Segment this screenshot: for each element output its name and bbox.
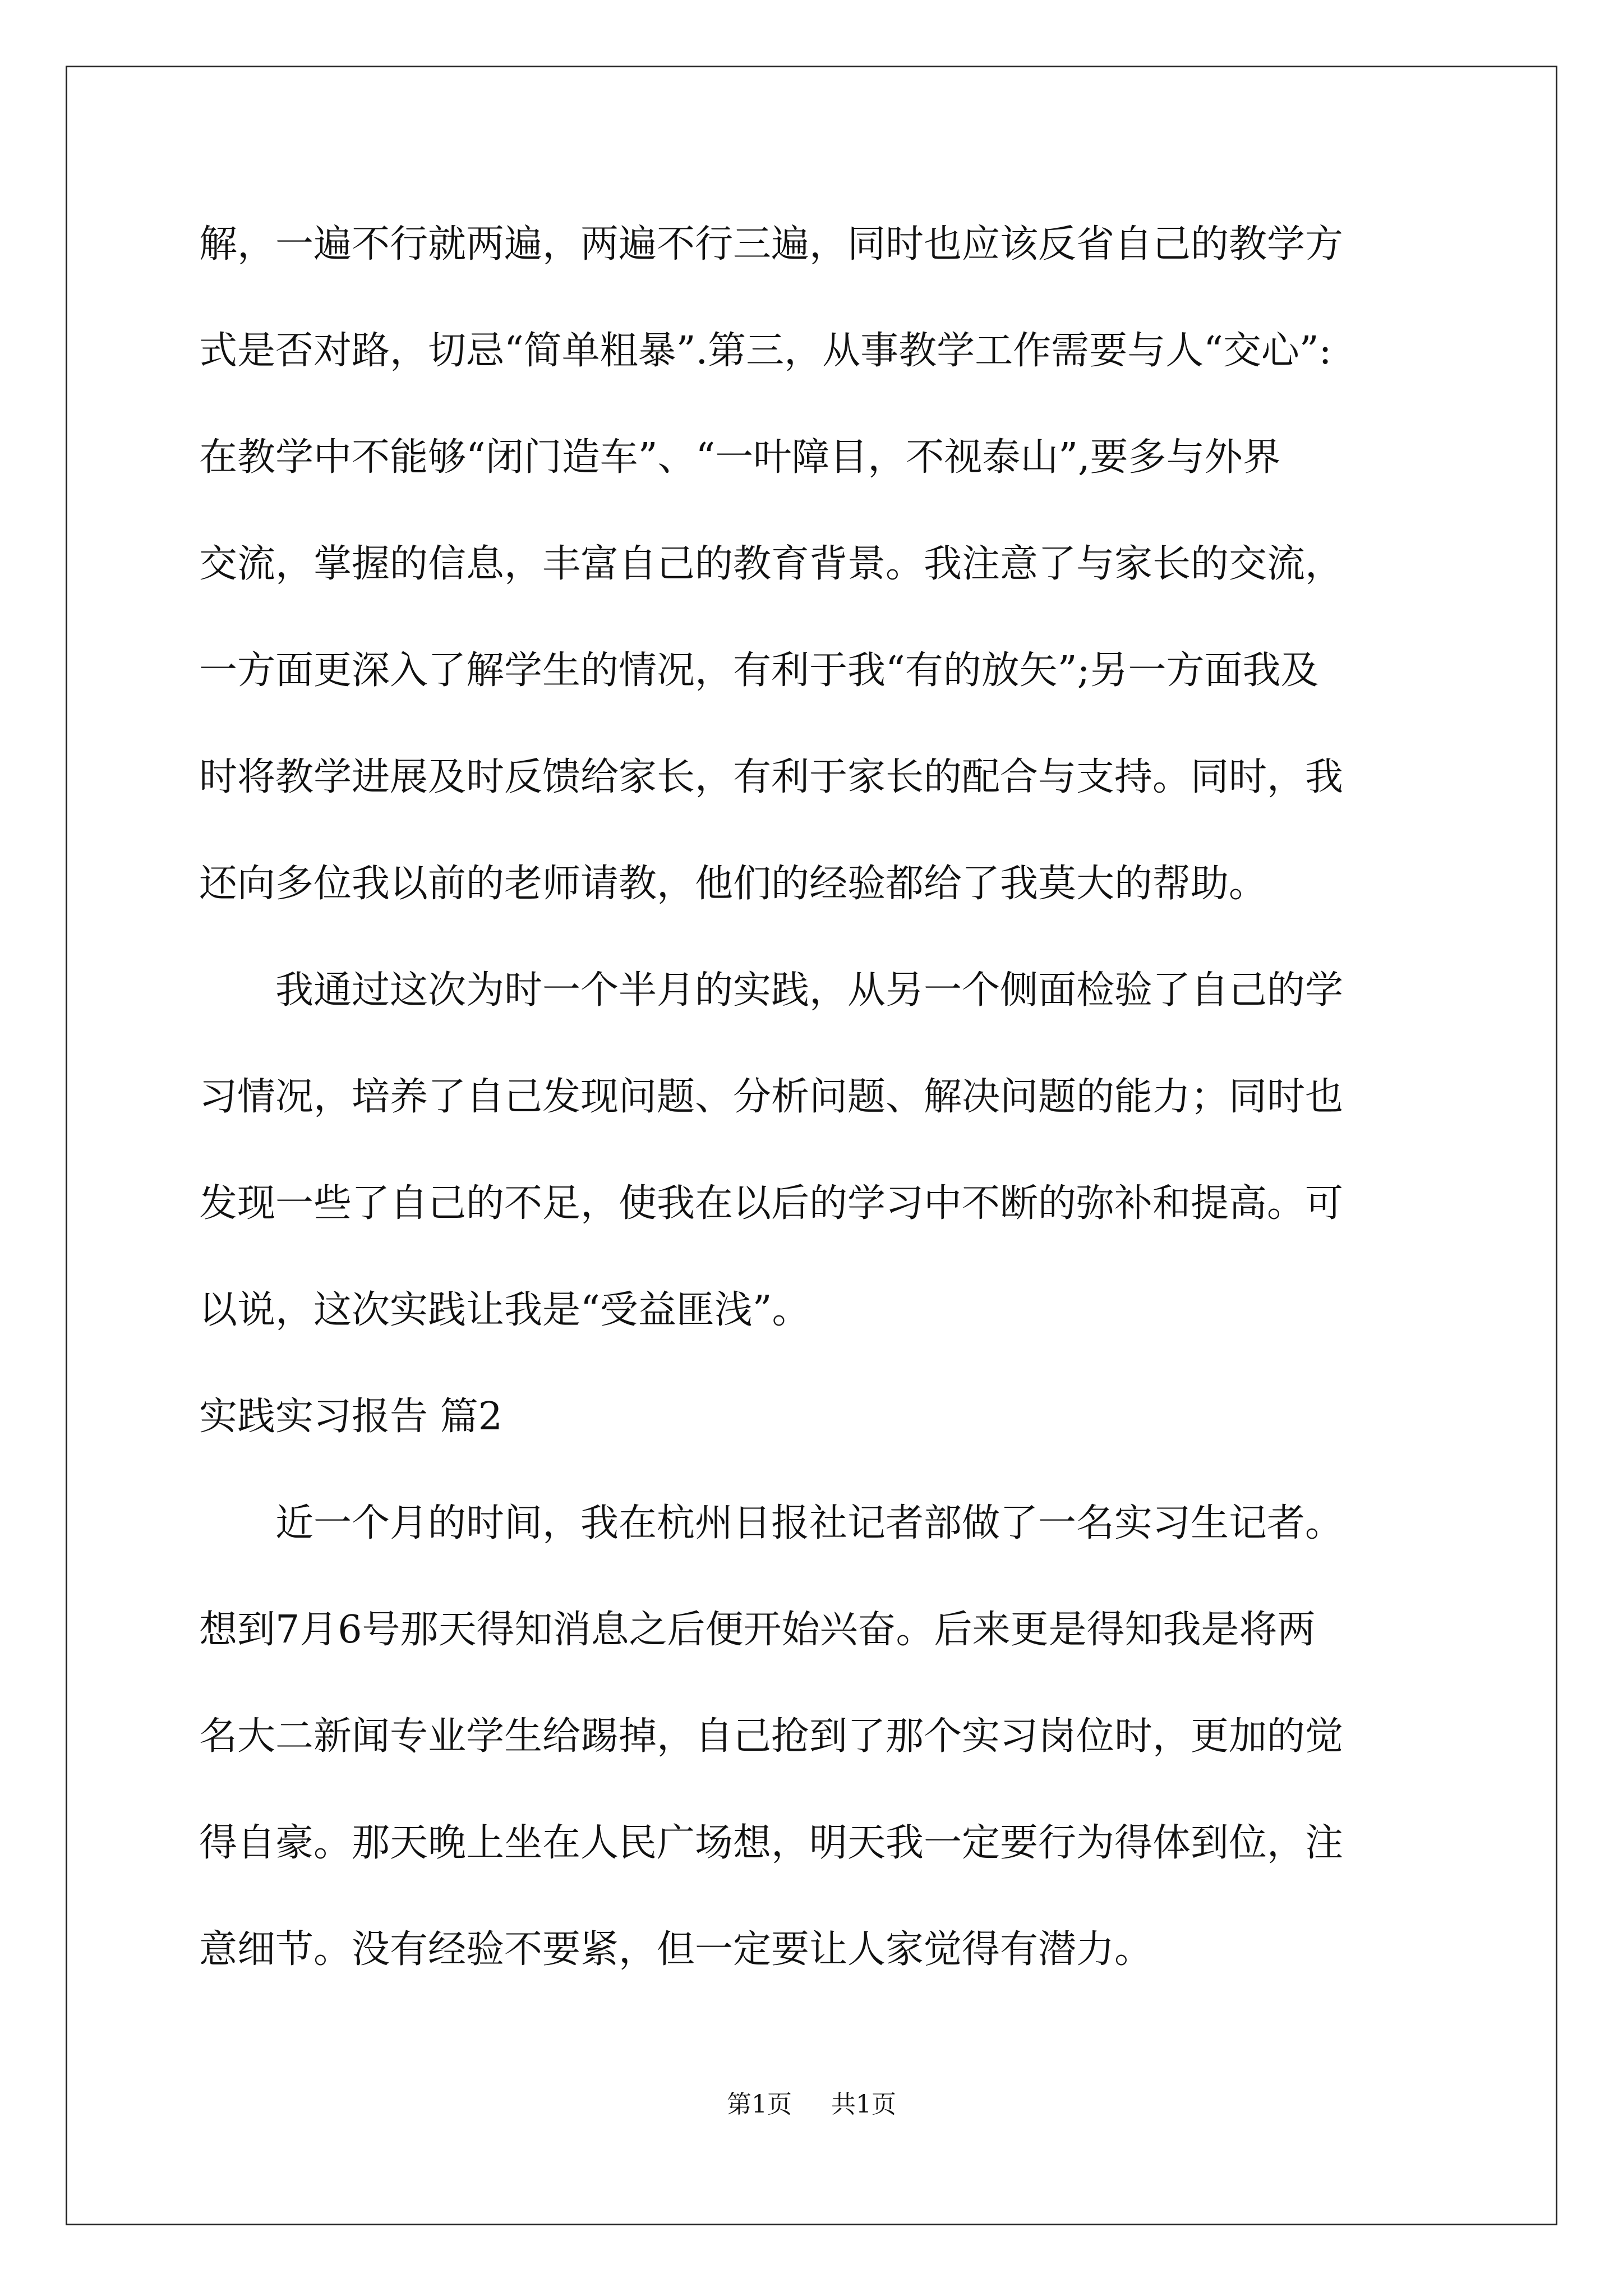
text-line: 发现一些了自己的不足，使我在以后的学习中不断的弥补和提高。可: [199, 1181, 1344, 1226]
text-line: 我通过这次为时一个半月的实践，从另一个侧面检验了自己的学: [199, 968, 1344, 1013]
section-heading: 实践实习报告 篇2: [199, 1395, 502, 1439]
page-total: 共1页: [831, 2090, 896, 2119]
text-line: 式是否对路，切忌“简单粗暴”.第三，从事教学工作需要与人“交心”:: [199, 329, 1332, 373]
page-footer: [0, 2089, 1623, 2120]
text-line: 以说，这次实践让我是“受益匪浅”。: [199, 1288, 810, 1332]
text-line: 一方面更深入了解学生的情况，有利于我“有的放矢”;另一方面我及: [199, 648, 1319, 693]
text-line: 想到7月6号那天得知消息之后便开始兴奋。后来更是得知我是将两: [199, 1608, 1316, 1652]
text-line: 名大二新闻专业学生给踢掉，自己抢到了那个实习岗位时，更加的觉: [199, 1714, 1344, 1759]
text-line: 意细节。没有经验不要紧，但一定要让人家觉得有潜力。: [199, 1927, 1153, 1972]
document-body: [199, 218, 1427, 1977]
text-line: 时将教学进展及时反馈给家长，有利于家长的配合与支持。同时，我: [199, 755, 1344, 799]
paragraph-1: [199, 218, 1427, 964]
text-line: 得自豪。那天晚上坐在人民广场想，明天我一定要行为得体到位，注: [199, 1821, 1344, 1865]
page-number: 第1页: [727, 2090, 792, 2119]
text-line: 习情况，培养了自己发现问题、分析问题、解决问题的能力；同时也: [199, 1075, 1344, 1119]
text-line: 还向多位我以前的老师请教，他们的经验都给了我莫大的帮助。: [199, 862, 1267, 906]
text-line: 解，一遍不行就两遍，两遍不行三遍，同时也应该反省自己的教学方: [199, 222, 1344, 266]
paragraph-2: [199, 964, 1427, 1390]
text-line: 近一个月的时间，我在杭州日报社记者部做了一名实习生记者。: [199, 1501, 1344, 1545]
paragraph-3: [199, 1497, 1427, 1977]
text-line: 交流，掌握的信息，丰富自己的教育背景。我注意了与家长的交流，: [199, 542, 1344, 586]
text-line: 在教学中不能够“闭门造车”、“一叶障目，不视泰山”,要多与外界: [199, 435, 1281, 480]
